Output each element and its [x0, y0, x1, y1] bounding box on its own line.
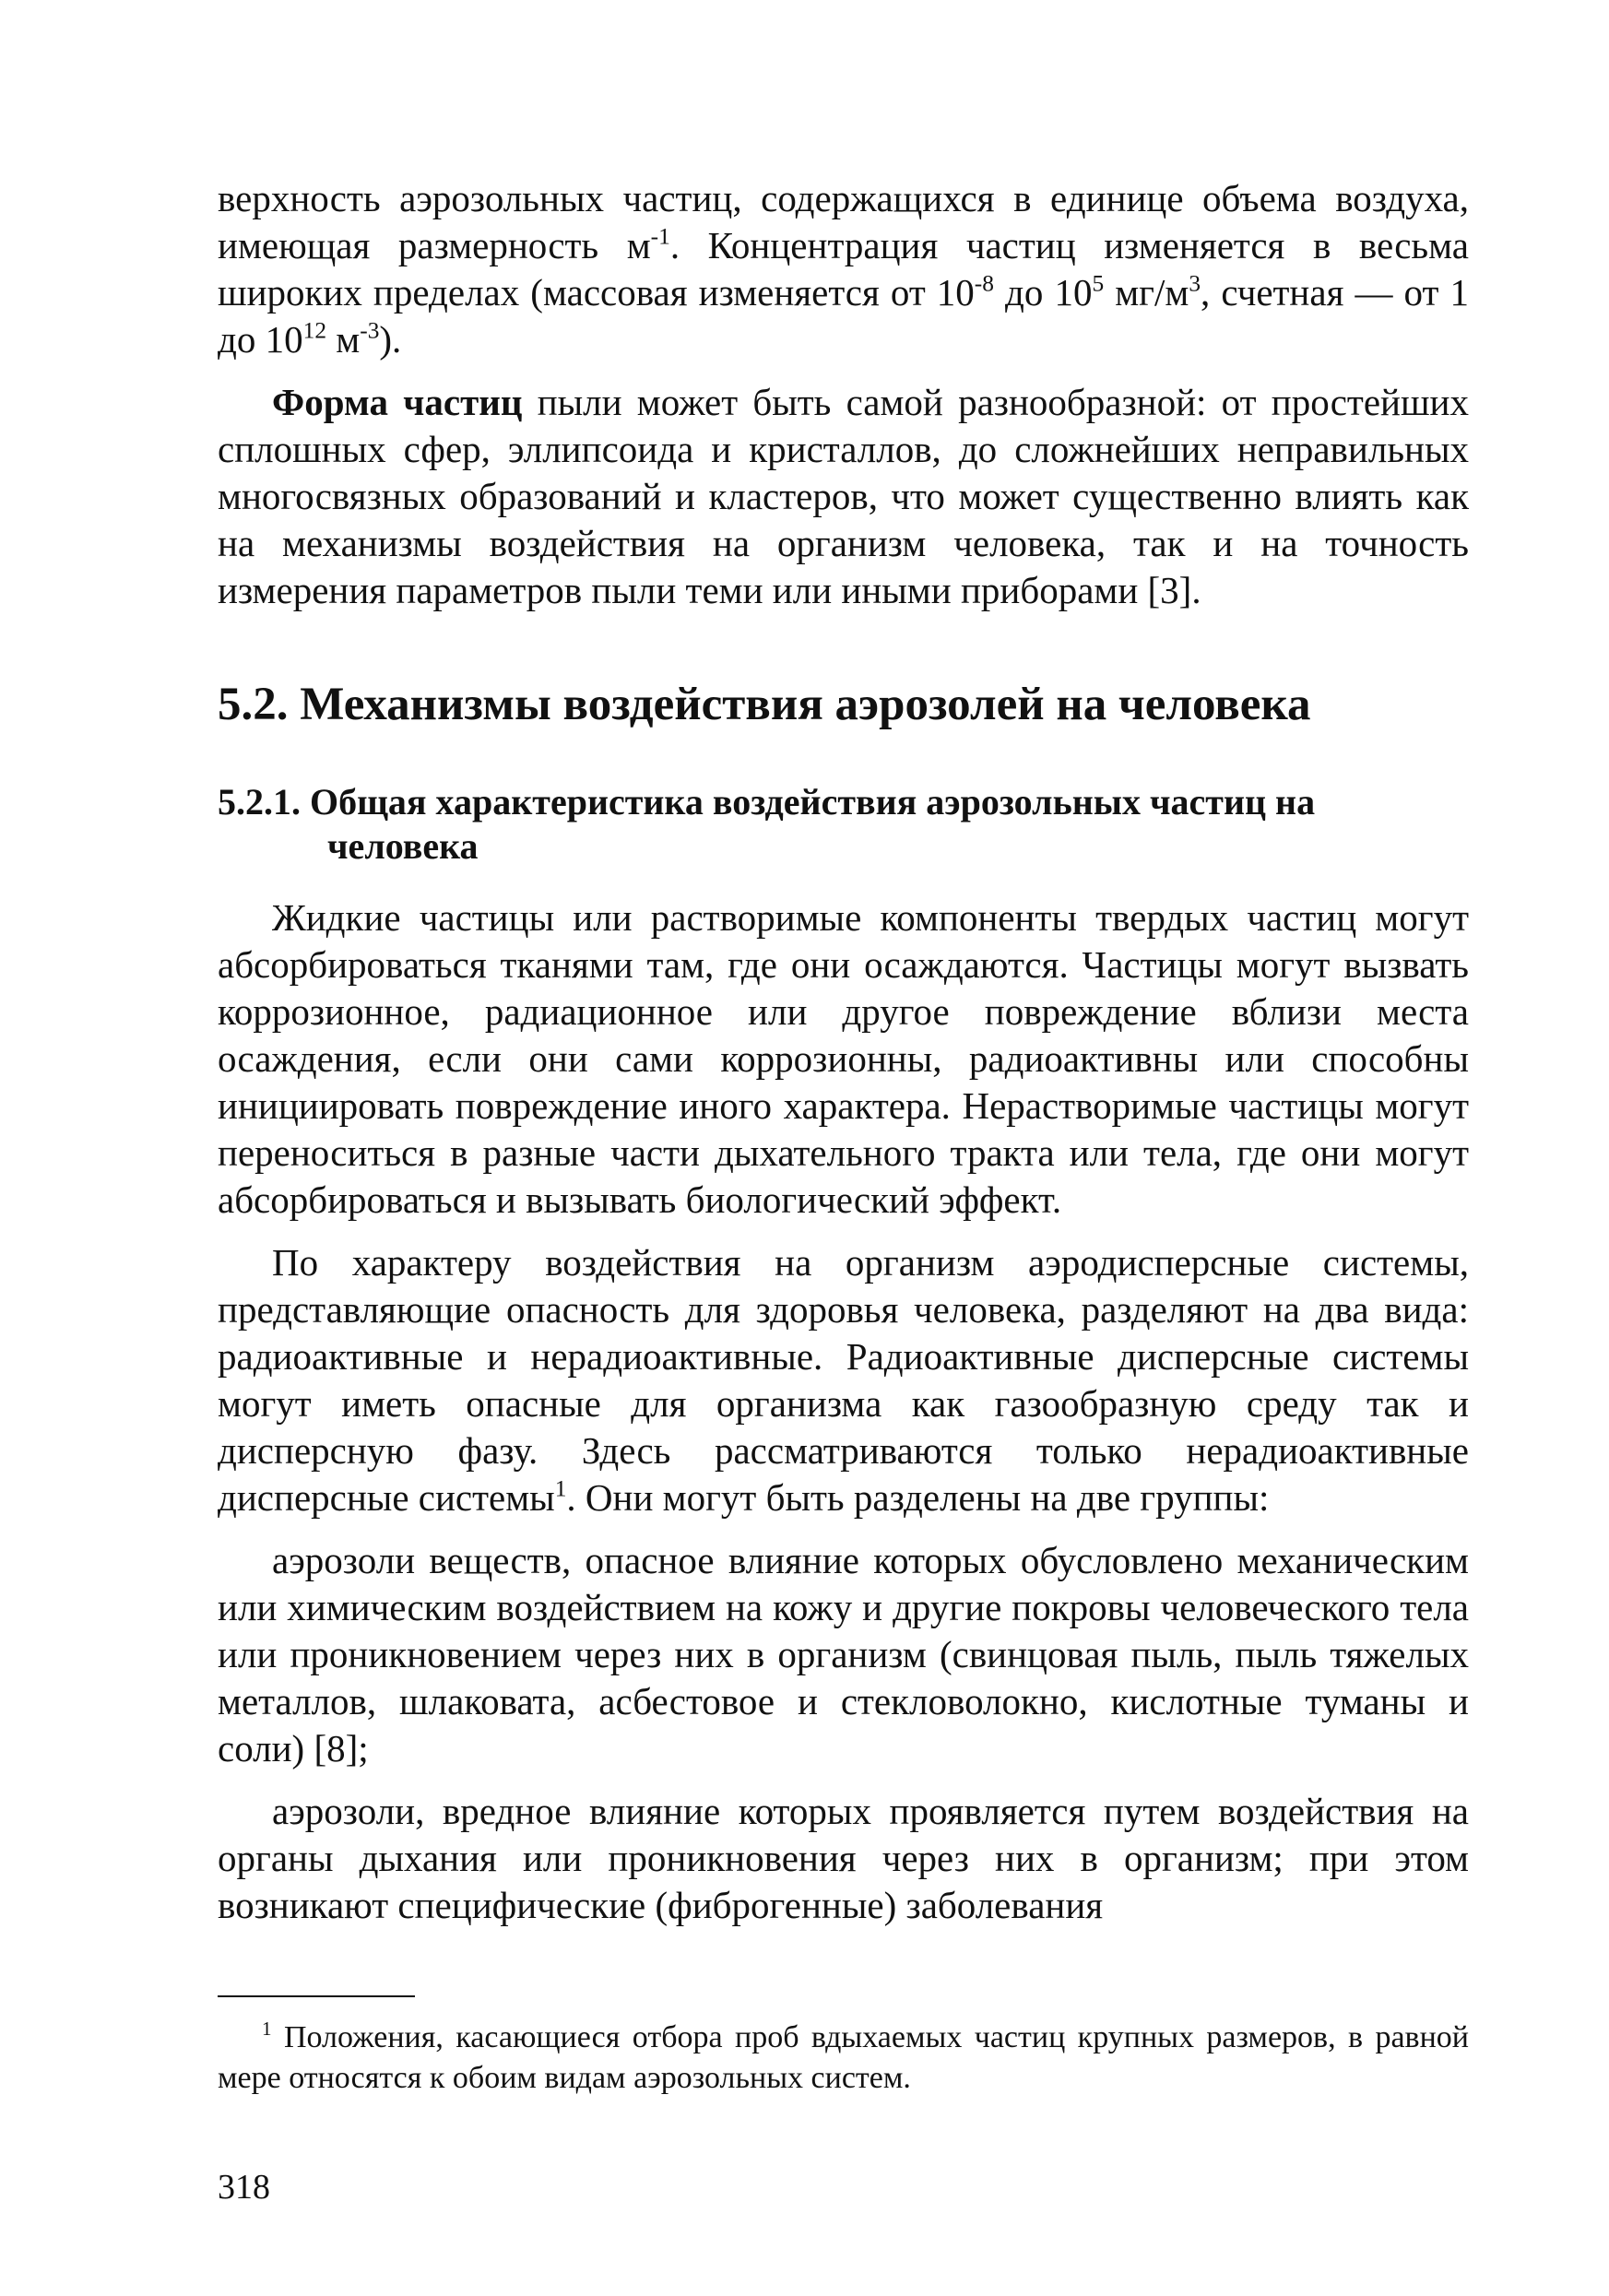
footnote — [218, 2018, 1469, 2099]
superscript: 12 — [302, 317, 327, 344]
text-run: ). — [379, 318, 402, 361]
superscript: -8 — [974, 270, 994, 297]
text-run: до 10 — [993, 271, 1093, 314]
page-body — [218, 175, 1469, 1929]
section-heading: 5.2. Механизмы воздействия аэрозолей на человека — [218, 679, 1311, 730]
superscript: 5 — [1092, 270, 1105, 297]
text-run: . Они могут быть разделены на две группы: — [566, 1476, 1270, 1519]
list-item-mechanical-aerosols: аэрозоли веществ, опасное влияние которых обусловлено механическим или химическим воздействием на кожу и другие покровы человеческого тела или проникновением через них в организм (свинцовая пыль, пыль тяжелых металлов, шлаковата, асбестовое и стекловолокно, кислотные туманы и соли) [8]; — [218, 1539, 1469, 1769]
text-run: , счетная — от 1 до 10 — [218, 271, 1469, 361]
page-number: 318 — [218, 2168, 270, 2207]
paragraph-classification — [218, 1239, 1469, 1521]
footnote-marker: 1 — [262, 2017, 272, 2040]
paragraph-particle-shape — [218, 379, 1469, 614]
superscript: -1 — [650, 223, 670, 250]
superscript: -3 — [360, 317, 380, 344]
paragraph-concentration — [218, 175, 1469, 363]
list-item-respiratory-aerosols: аэрозоли, вредное влияние которых проявляется путем воздействия на органы дыхания или проникновения через них в организм; при этом возникают специфические (фиброгенные) заболевания — [218, 1790, 1469, 1926]
superscript: 3 — [1189, 270, 1201, 297]
text-run: пыли может быть самой разнообразной: от простейших сплошных сфер, эллипсоида и кристаллов, до сложнейших неправильных многосвязных образований и кластеров, что может существенно влиять как на механизмы воздействия на организм человека, так и на точность измерения параметров пыли теми или иными приборами [3]. — [218, 381, 1469, 611]
paragraph-liquid-particles: Жидкие частицы или растворимые компоненты твердых частиц могут абсорбироваться тканями там, где они осаждаются. Частицы могут вызвать коррозионное, радиационное или другое повреждение вблизи места осаждения, если они сами коррозионны, радиоактивны или способны инициировать повреждение иного характера. Нерастворимые частицы могут переноситься в разные части дыхательного тракта или тела, где они могут абсорбироваться и вызывать биологический эффект. — [218, 896, 1469, 1221]
footnote-separator — [218, 1995, 415, 1997]
footnote-text: Положения, касающиеся отбора проб вдыхаемых частиц крупных размеров, в равной мере относятся к обоим видам аэрозольных систем. — [218, 2020, 1469, 2095]
text-run: м — [326, 318, 361, 361]
text-run: . Концентрация частиц изменяется в весьма широких пределах (массовая изменяется от 10 — [218, 224, 1469, 314]
subsection-heading: 5.2.1. Общая характеристика воздействия аэрозольных частиц на человека — [218, 781, 1316, 867]
footnote-reference[interactable]: 1 — [554, 1475, 567, 1502]
text-run: По характеру воздействия на организм аэродисперсные системы, представляющие опасность для здоровья человека, разделяют на два вида: радиоактивные и нерадиоактивные. Радиоактивные дисперсные системы могут иметь опасные для организма как газообразную среду так и дисперсную фазу. Здесь рассматриваются только нерадиоактивные дисперсные системы — [218, 1241, 1469, 1519]
bold-term: Форма частиц — [272, 381, 523, 423]
text-run: верхность аэрозольных частиц, содержащихся в единице объема воздуха, имеющая размерность м — [218, 177, 1469, 266]
text-run: мг/м — [1104, 271, 1189, 314]
